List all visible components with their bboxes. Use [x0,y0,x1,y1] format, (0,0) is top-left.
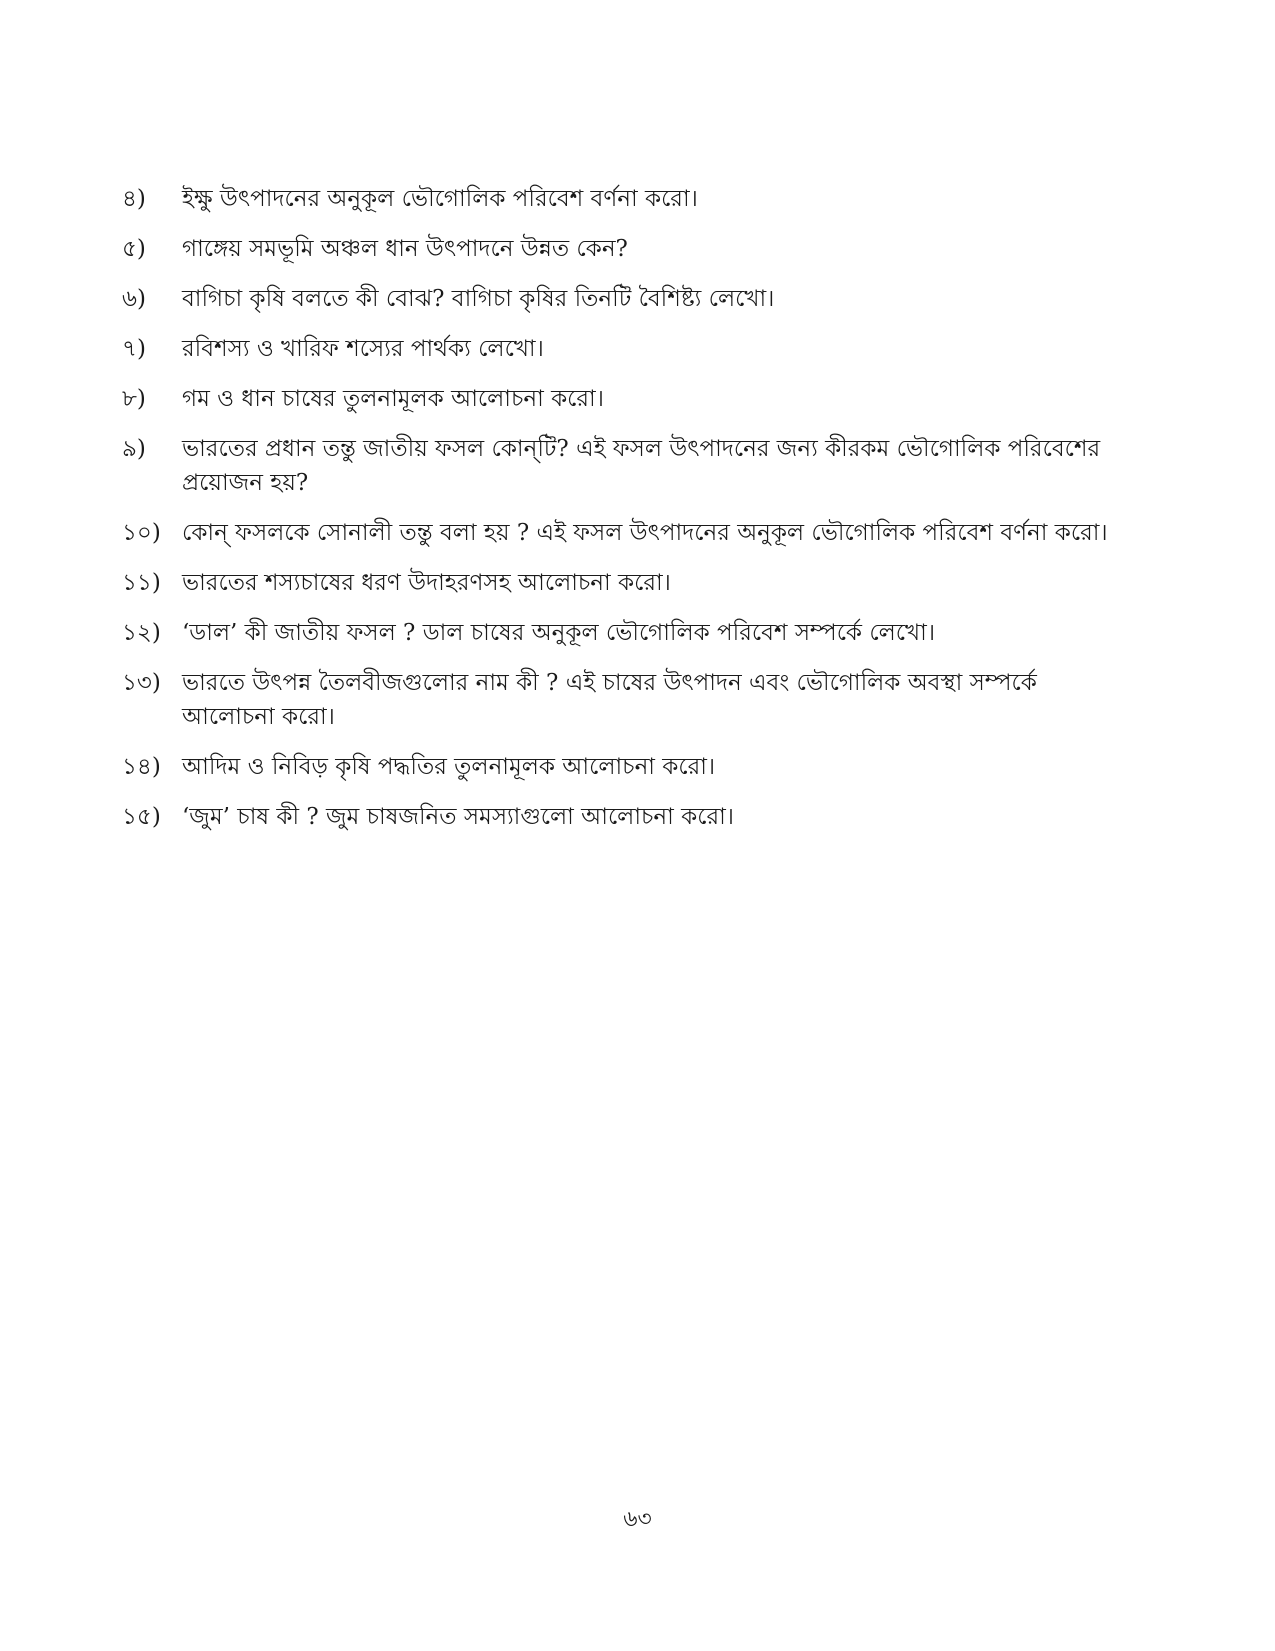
question-number: ১০) [122,520,161,546]
question-item [122,232,1122,266]
question-item [122,616,1122,650]
question-text: কোন্‌ ফসলকে সোনালী তন্তু বলা হয় ? এই ফসল উৎপাদনের অনুকূল ভৌগোলিক পরিবেশ বর্ণনা করো। [182,520,1108,546]
question-number: ৫) [122,236,146,262]
question-item [122,516,1122,550]
question-text: ‘জুম’ চাষ কী ? জুম চাষজনিত সমস্যাগুলো আলোচনা করো। [182,804,734,830]
question-number: ৮) [122,386,146,412]
question-item [122,382,1122,416]
question-item [122,750,1122,784]
question-text: ইক্ষু উৎপাদনের অনুকূল ভৌগোলিক পরিবেশ বর্ণনা করো। [182,186,698,212]
question-item [122,566,1122,600]
question-item [122,800,1122,834]
question-text: আদিম ও নিবিড় কৃষি পদ্ধতির তুলনামূলক আলোচনা করো। [182,754,716,780]
question-text: ভারতের শস্যচাষের ধরণ উদাহরণসহ আলোচনা করো। [182,570,671,596]
question-number: ১৩) [122,670,161,696]
question-text: ভারতের প্রধান তন্তু জাতীয় ফসল কোন্‌টি? এই ফসল উৎপাদনের জন্য কীরকম ভৌগোলিক পরিবেশের প্রয়োজন হয়? [182,436,1101,496]
question-list [122,182,1122,850]
question-number: ১৪) [122,754,161,780]
question-number: ১২) [122,620,161,646]
question-number: ৭) [122,336,146,362]
question-text: ‘ডাল’ কী জাতীয় ফসল ? ডাল চাষের অনুকূল ভৌগোলিক পরিবেশ সম্পর্কে লেখো। [182,620,936,646]
question-text: রবিশস্য ও খারিফ শস্যের পার্থক্য লেখো। [182,336,544,362]
question-item [122,332,1122,366]
question-item [122,666,1122,734]
question-text: বাগিচা কৃষি বলতে কী বোঝ? বাগিচা কৃষির তিনটি বৈশিষ্ট্য লেখো। [182,286,775,312]
question-text: গাঙ্গেয় সমভূমি অঞ্চল ধান উৎপাদনে উন্নত কেন? [182,236,628,262]
question-number: ১৫) [122,804,161,830]
question-text: ভারতে উৎপন্ন তৈলবীজগুলোর নাম কী ? এই চাষের উৎপাদন এবং ভৌগোলিক অবস্থা সম্পর্কে আলোচনা করো। [182,670,1037,730]
question-number: ৯) [122,436,146,462]
question-number: ১১) [122,570,161,596]
question-text: গম ও ধান চাষের তুলনামূলক আলোচনা করো। [182,386,604,412]
question-item [122,282,1122,316]
question-item [122,182,1122,216]
question-item [122,432,1122,500]
question-number: ৬) [122,286,146,312]
page-number: ৬৩ [623,1507,652,1532]
question-number: ৪) [122,186,146,212]
